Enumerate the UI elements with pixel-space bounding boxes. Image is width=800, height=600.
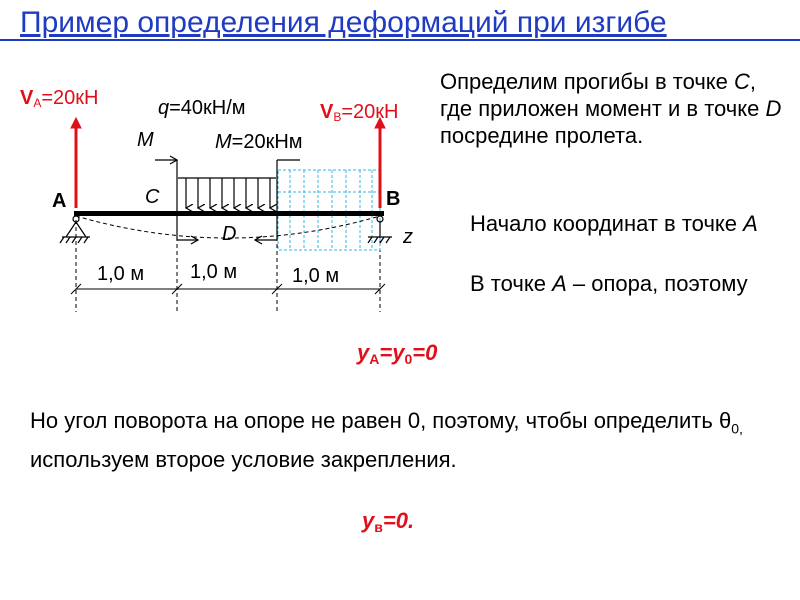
axis-z-label: z [403, 226, 413, 248]
moment-symbol [155, 156, 198, 244]
reaction-va-arrow [71, 118, 81, 208]
q-label: q=40кН/м [158, 97, 246, 119]
span-3-label: 1,0 м [292, 265, 340, 287]
moment-value-label: M=20кНм [215, 131, 303, 153]
va-label: VA=20кН [20, 87, 99, 110]
moment-symbol-2 [255, 160, 300, 244]
beam [74, 211, 384, 216]
point-d-label: D [222, 223, 237, 245]
paragraph-support: В точке А – опора, поэтому [470, 271, 748, 296]
reaction-vb-arrow [375, 118, 385, 208]
support-a [60, 216, 90, 243]
condition-yb: $y_в=0$. [362, 508, 415, 535]
paragraph-deflections: Определим прогибы в точке С, где приложен момент и в точке D посредине пролета. [440, 69, 782, 148]
paragraph-rotation-angle: Но угол поворота на опоре не равен 0, поэтому, чтобы определить $\theta_{0,}$ используем второе условие закрепления. [30, 408, 743, 473]
span-2-label: 1,0 м [190, 261, 238, 283]
page-title: Пример определения деформаций при изгибе [20, 6, 667, 39]
moment-m-label: M [137, 129, 154, 151]
vb-label: VB=20кН [320, 101, 399, 124]
point-b-label: B [386, 188, 401, 210]
paragraph-origin: Начало координат в точке А [470, 211, 758, 236]
point-a-label: A [52, 190, 67, 212]
distributed-load-q [178, 178, 276, 208]
condition-ya: $y_A=y_0=0$ [357, 340, 438, 367]
distributed-load-right [278, 170, 380, 250]
span-1-label: 1,0 м [97, 263, 145, 285]
point-c-label: C [145, 186, 160, 208]
